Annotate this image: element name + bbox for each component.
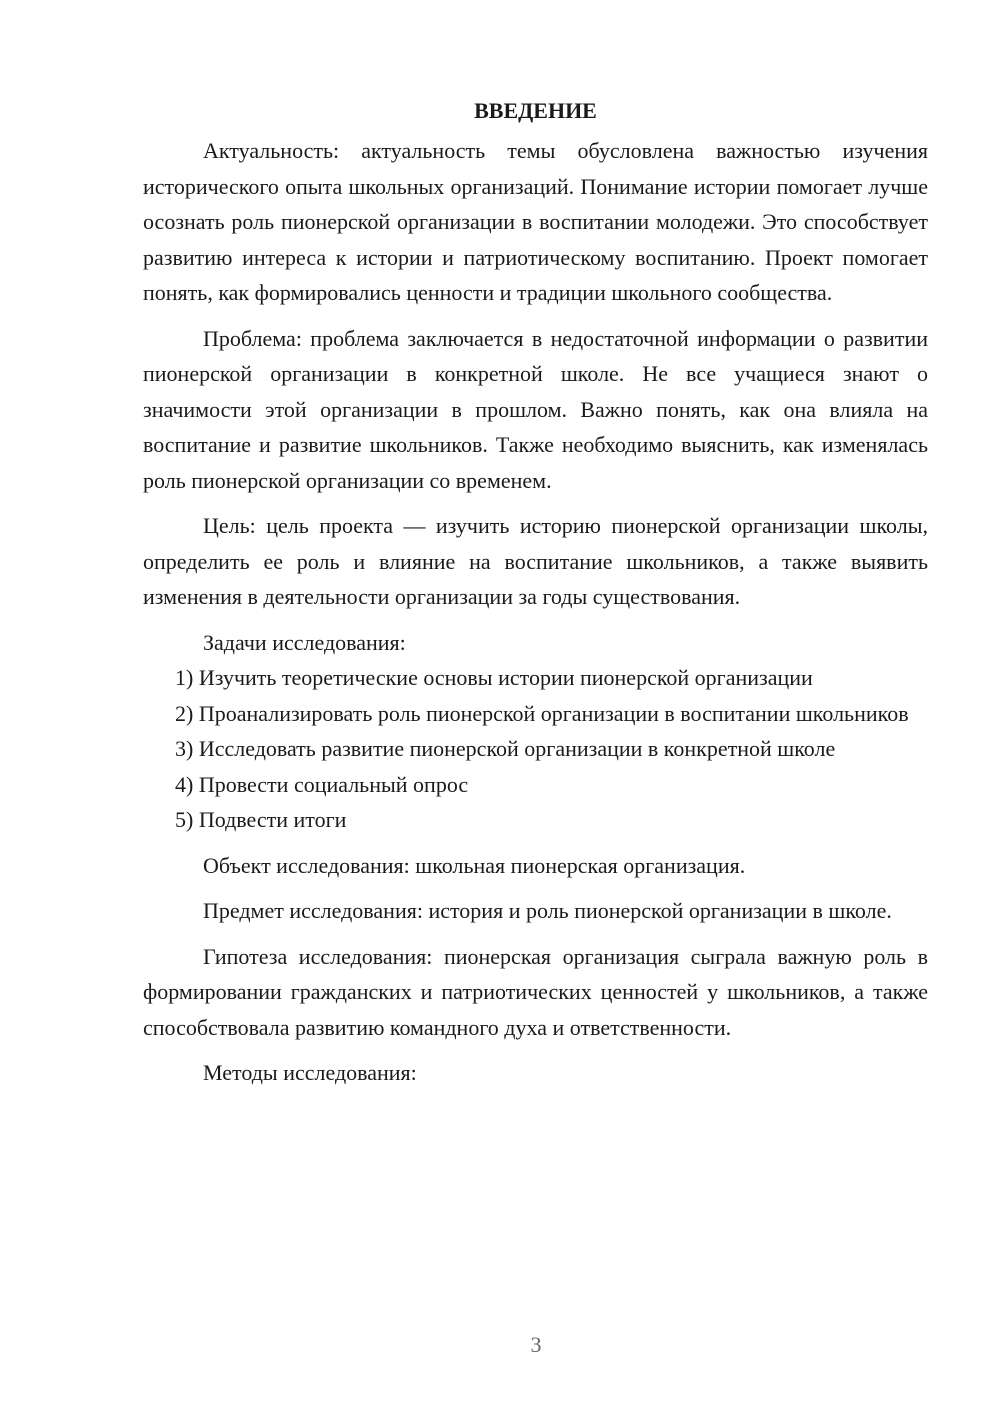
list-item: 3) Исследовать развитие пионерской организации в конкретной школе (175, 736, 836, 761)
list-item: 4) Провести социальный опрос (175, 771, 469, 797)
paragraph-tasks-title: Задачи исследования: (203, 629, 406, 655)
list-item: 5) Подвести итоги (175, 807, 347, 832)
page-number: 3 (530, 1332, 542, 1357)
page-content (143, 93, 928, 1091)
page-title: ВВЕДЕНИЕ (474, 98, 597, 123)
paragraph-methods-title: Методы исследования: (203, 1060, 417, 1085)
paragraph-object: Объект исследования: школьная пионерская организация. (203, 852, 746, 878)
list-item: 2) Проанализировать роль пионерской организации в воспитании школьников (175, 700, 909, 726)
paragraph-relevance: Актуальность: актуальность темы обусловлена важностью изучения исторического опыта школьных организаций. Понимание истории помогает лучше осознать роль пионерской организации в воспитании молодежи. Это способствует развитию интереса к истории и патриотическому воспитанию. Проект помогает понять, как формировались ценности и традиции школьного сообщества. (143, 138, 928, 305)
list-item: 1) Изучить теоретические основы истории пионерской организации (175, 665, 813, 690)
paragraph-goal: Цель: цель проекта — изучить историю пионерской организации школы, определить ее роль и влияние на воспитание школьников, а также выявить изменения в деятельности организации за годы существования. (143, 513, 928, 609)
tasks-list (143, 660, 928, 838)
paragraph-subject: Предмет исследования: история и роль пионерской организации в школе. (203, 898, 892, 923)
paragraph-hypothesis: Гипотеза исследования: пионерская организация сыграла важную роль в формировании гражданских и патриотических ценностей у школьников, а также способствовала развитию командного духа и ответственности. (143, 943, 928, 1040)
paragraph-problem: Проблема: проблема заключается в недостаточной информации о развитии пионерской организации в конкретной школе. Не все учащиеся знают о значимости этой организации в прошлом. Важно понять, как она влияла на воспитание и развитие школьников. Также необходимо выяснить, как изменялась роль пионерской организации со временем. (143, 325, 928, 493)
